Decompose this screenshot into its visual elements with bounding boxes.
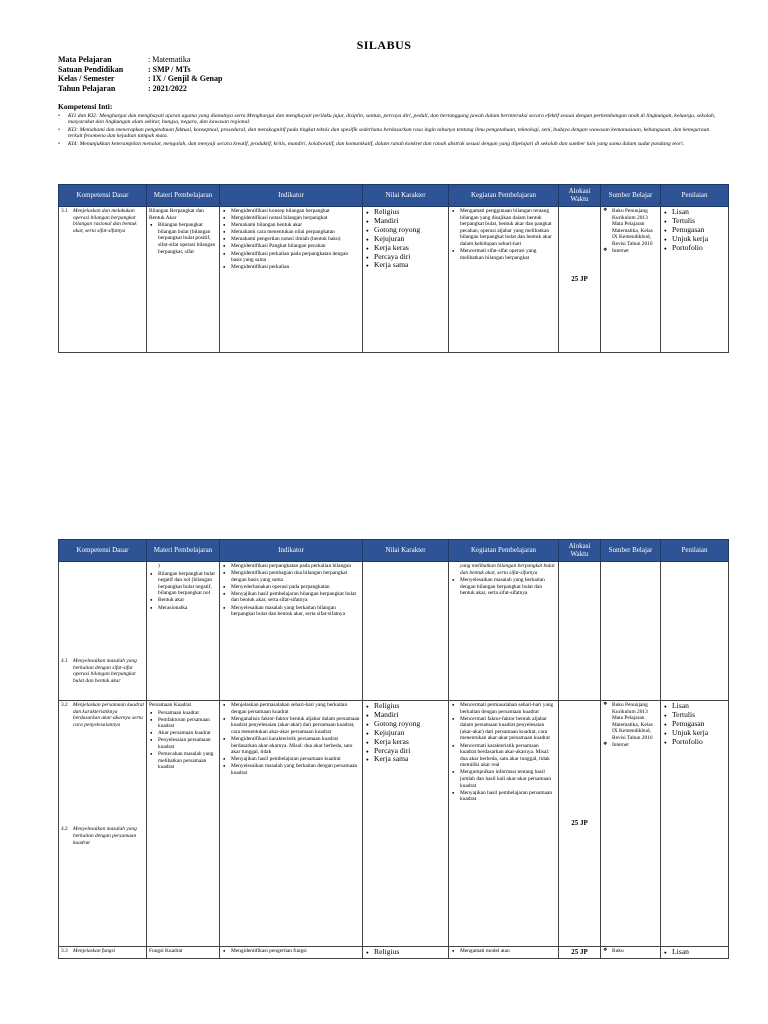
bullet-icon: •: [58, 140, 60, 147]
meta-label: Satuan Pendidikan: [58, 64, 124, 74]
list-item: ● Memahami cara menentukan nilai perpangkatan: [231, 229, 360, 236]
header-nilai-karakter: Nilai Karakter: [363, 540, 449, 562]
materi-list: [149, 571, 217, 612]
list-item: ● Menyajikan hasil pembelajaran persamaan kuadrat: [231, 756, 360, 763]
list-item: ● Pemecahan masalah yang melibatkan persamaan kuadrat: [158, 751, 217, 771]
header-alokasi: Alokasi Waktu: [559, 185, 601, 207]
list-item: ❖ Buku: [612, 948, 658, 955]
list-item: ● Lisan: [672, 702, 726, 710]
meta-row: [58, 74, 222, 84]
list-item: ❖ Buku Penunjang Kurikulum 2013 Mata Pelajaran Matematika, Kelas IX Kemendikbud, Revisi Tahun 2016: [612, 702, 658, 742]
penilaian-list: [663, 702, 726, 746]
header-nilai-karakter: Nilai Karakter: [363, 185, 449, 207]
list-item: ● Kejujuran: [374, 235, 446, 243]
ki-item: [58, 141, 722, 148]
list-item: ● Unjuk kerja: [672, 729, 726, 737]
list-item: ❖ Internet: [612, 742, 658, 749]
meta-label: Kelas / Semester: [58, 74, 115, 84]
list-item: ● Mengidentifikasi pengertian fungsi: [231, 948, 360, 955]
list-item: ❖ Buku Penunjang Kurikulum 2013 Mata Pelajaran Matematika, Kelas IX Kemendikbud, Revisi Tahun 2016: [612, 208, 658, 248]
list-item: ● Memahami bilangan bentuk akar: [231, 222, 360, 229]
list-item: ● Penugasan: [672, 226, 726, 234]
list-item: ● Mengamati penggunaan bilangan tentang bilangan yang disajikan dalam bentuk berpangkat bulat, bentuk akar dan pangkat pecahan, operasi aljabar yang melibatkan bilangan berpangkat bulat dan bentuk akar dalam kehidupan sehari-hari: [460, 208, 556, 248]
document-meta: [58, 55, 222, 93]
indikator-cell: [220, 701, 363, 947]
kd-cell: [59, 207, 147, 353]
list-item: ● Pemfaktoran persamaan kuadrat: [158, 717, 217, 730]
ki-item: [58, 127, 722, 140]
materi-cell: [147, 207, 220, 353]
list-item: ● Mengidentifikasi pembagian dua bilangan berpangkat dengan basis yang sama: [231, 570, 360, 583]
list-item: ● Bentuk akar: [158, 597, 217, 604]
table-header-row: [59, 185, 729, 207]
list-item: ● Kerja keras: [374, 738, 446, 746]
list-item: ● Mencermati sifat-sifat operasi yang melibatkan bilangan berpangkat: [460, 248, 556, 261]
penilaian-cell: [661, 562, 729, 701]
list-item: ● Tertulis: [672, 217, 726, 225]
indikator-cell: [220, 562, 363, 701]
table-row: [59, 207, 729, 353]
list-item: ● Akar persamaan kuadrat: [158, 730, 217, 737]
list-item: ● Lisan: [672, 948, 726, 956]
nilai-cell: [363, 207, 449, 353]
indikator-list: [222, 563, 360, 618]
sumber-cell: [601, 701, 661, 947]
ki-text: KI1 dan KI2: Menghargai dan menghayati ajaran agama yang dianutnya serta Menghargai dan menghayati perilaku jujur, disiplin, santun, percaya diri, peduli, dan bertanggung jawab dalam berinteraksi secara efektif sesuai dengan perkembangan anak di lingkungan, keluarga, sekolah, masyarakat dan lingkungan alam sekitar, bangsa, negara, dan kawasan regional.: [68, 112, 716, 126]
list-item: ● Mencermati permasalahan sehari-hari yang berkaitan dengan persamaan kuadrat: [460, 702, 556, 715]
table-row: [59, 562, 729, 701]
list-item: ● Mengidentifikasi karakteristik persamaan kuadrat berdasarkan akar-akarnya. Misal: dua akar berbeda, satu akar tunggal, tidak: [231, 736, 360, 756]
meta-value: : SMP / MTs: [148, 64, 191, 74]
kd-text: Menjelaskan persamaan kuadrat dan karakteristiknya berdasarkan akar-akarnya serta cara penyelesaiannya: [73, 702, 144, 728]
alokasi-cell: 25 JP: [559, 947, 601, 959]
list-item: ● Kerja sama: [374, 261, 446, 269]
kd-text: Menjelaskan dan melakukan operasi bilangan berpangkat bilangan rasional dan bentuk akar, serta sifat-sifatnya: [73, 208, 137, 234]
header-materi: Materi Pembelajaran: [147, 540, 220, 562]
list-item: ● Mengidentifikasi perkalian: [231, 264, 360, 271]
nilai-cell: [363, 701, 449, 947]
header-penilaian: Penilaian: [661, 185, 729, 207]
list-item: ● Menyederhanakan operasi pada perpangkatan: [231, 584, 360, 591]
materi-heading: Persamaan Kuadrat: [149, 702, 192, 708]
list-item: ● Penugasan: [672, 720, 726, 728]
alokasi-cell: [559, 562, 601, 701]
bullet-icon: •: [58, 126, 60, 133]
ki-list: [58, 113, 722, 148]
list-item: ● Menganalisis faktor-faktor bentuk aljabar dalam persamaan kuadrat penyelesaian (akar-akar) dari persamaan kuadrat, cara menentukan akar-akar persamaan kuadrat: [231, 716, 360, 736]
list-item: ● Merasionalka: [158, 605, 217, 612]
kd-cell: [59, 701, 147, 947]
kegiatan-cell: [449, 701, 559, 947]
list-item: ● Menyajikan hasil pembelajaran persamaan kuadrat: [460, 790, 556, 803]
kegiatan-list: [451, 577, 556, 597]
meta-row: [58, 65, 222, 75]
header-indikator: Indikator: [220, 185, 363, 207]
list-item: ● Portofolio: [672, 244, 726, 252]
list-item: ● Religius: [374, 948, 446, 956]
kegiatan-cell: [449, 562, 559, 701]
header-kegiatan: Kegiatan Pembelajaran: [449, 185, 559, 207]
syllabus-table-2: [58, 539, 729, 959]
list-item: ● Kejujuran: [374, 729, 446, 737]
kd-number: 4.2: [61, 826, 68, 833]
syllabus-table-1: [58, 184, 729, 353]
materi-heading: Bilangan Berpangkat dan Bentuk Akar: [149, 208, 204, 221]
list-item: ● Menyelesaikan masalah yang berkaitan dengan bilangan berpangkat bulat dan bentuk akar, serta sifat-sifatnya: [460, 577, 556, 597]
list-item: ● Kerja keras: [374, 244, 446, 252]
header-alokasi: Alokasi Waktu: [559, 540, 601, 562]
header-kegiatan: Kegiatan Pembelajaran: [449, 540, 559, 562]
ki-item: [58, 113, 722, 126]
kd-number: 3.1: [61, 208, 68, 214]
kd-cell: [59, 947, 147, 959]
table-row: [59, 947, 729, 959]
meta-label: Tahun Pelajaran: [58, 83, 116, 93]
kd-text: Menjelaskan fungsi: [73, 948, 116, 954]
meta-row: [58, 55, 222, 65]
materi-cell: [147, 562, 220, 701]
kegiatan-cell: [449, 207, 559, 353]
sumber-cell: [601, 562, 661, 701]
list-item: ● Mengidentifikasi perkalian pada perpangkatan dengan basis yang sama: [231, 251, 360, 264]
alokasi-cell: 25 JP: [559, 207, 601, 353]
list-item: ● Mengamati model atau: [460, 948, 556, 955]
indikator-list-2: [222, 756, 360, 776]
materi-cell: Fungsi Kuadrat: [147, 947, 220, 959]
kompetensi-inti: [58, 104, 722, 149]
list-item: ● Portofolio: [672, 738, 726, 746]
list-item: ● Menyajikan hasil pembelajaran bilangan berpangkat bulat dan bentuk akar, serta sifat-sifatnya: [231, 591, 360, 604]
nilai-list: [365, 208, 446, 270]
header-indikator: Indikator: [220, 540, 363, 562]
list-item: ● Mengidentifikasi perpangkatan pada perkalian bilangan: [231, 563, 360, 570]
bullet-icon: •: [58, 112, 60, 119]
penilaian-cell: [661, 947, 729, 959]
penilaian-list: [663, 208, 726, 252]
alokasi-cell: 25 JP: [559, 701, 601, 947]
indikator-list: [222, 702, 360, 756]
page-title: SILABUS: [356, 38, 412, 52]
list-item: ● Kerja sama: [374, 755, 446, 763]
list-item: ● Persamaan kuadrat: [158, 710, 217, 717]
list-item: ● Mandiri: [374, 711, 446, 719]
list-item: ● Bilangan berpangkat bulat negatif dan nol (bilangan berpangkat bulat negatif, bilangan berpangkat nol: [158, 571, 217, 597]
penilaian-cell: [661, 701, 729, 947]
kd-cell: [59, 562, 147, 701]
meta-value: : 2021/2022: [148, 83, 187, 93]
list-item: ● Religius: [374, 702, 446, 710]
kd-number: 4.1: [61, 658, 68, 664]
list-item: ● Mencermati karakteristik persamaan kuadrat berdasarkan akar-akarnya. Misal: dua akar berbeda, satu akar tunggal, tidak memiliki akar real: [460, 743, 556, 769]
materi-list: [149, 710, 217, 751]
kegiatan-cell: [449, 947, 559, 959]
sumber-list: [603, 208, 658, 255]
nilai-list: [365, 702, 446, 764]
nilai-cell: [363, 562, 449, 701]
list-item: ● Percaya diri: [374, 747, 446, 755]
sumber-list: [603, 702, 658, 749]
list-item: ● Mengidentifikasi konsep bilangan berpangkat: [231, 208, 360, 215]
list-item: ● Memahami pengertian notasi ilmiah (bentuk baku): [231, 236, 360, 243]
list-item: ● Unjuk kerja: [672, 235, 726, 243]
kd-number: 3.3: [61, 948, 68, 954]
header-sumber: Sumber Belajar: [601, 540, 661, 562]
materi-list: [149, 222, 217, 255]
indikator-list: [222, 208, 360, 271]
ki-text: KI3: Memahami dan menerapkan pengetahuan faktual, konseptual, prosedural, dan metakognitif pada tingkat teknis dan spesifik sederhana berdasarkan rasa ingin tahunya tentang ilmu pengetahuan, teknologi, seni, budaya dengan wawasan kemanusiaan, kebangsaan, dan kenegaraan terkait fenomena dan kejadian tampak mata.: [68, 126, 710, 140]
header-kompetensi-dasar: Kompetensi Dasar: [59, 540, 147, 562]
header-kompetensi-dasar: Kompetensi Dasar: [59, 185, 147, 207]
list-item: ❖ Internet: [612, 248, 658, 255]
indikator-cell: [220, 207, 363, 353]
header-materi: Materi Pembelajaran: [147, 185, 220, 207]
list-item: ● Mengidentifikasi Pangkat bilangan pecahan: [231, 243, 360, 250]
materi-continuation: ): [158, 563, 160, 569]
meta-row: [58, 84, 222, 94]
materi-cell: [147, 701, 220, 947]
list-item: ● Religius: [374, 208, 446, 216]
list-item: ● Mengidentifikasi notasi bilangan berpangkat: [231, 215, 360, 222]
list-item: ● Gotong royong: [374, 720, 446, 728]
kegiatan-continuation: yang melibatkan bilangan berpangkat bulat dan bentuk akar, serta sifat-sifatnya: [460, 563, 555, 576]
kd-text: Menyelesaikan masalah yang berkaitan dengan sifat-sifat operasi bilangan berpangkat bulat dan bentuk akar: [73, 658, 137, 684]
table-row: [59, 701, 729, 947]
list-item: ● Mengumpulkan informasi tentang hasil jumlah dan hasil kali akar-akar persamaan kuadrat: [460, 769, 556, 789]
kd-number: 3.2: [61, 702, 68, 708]
list-item: ● Menyelesaikan masalah yang berkaitan dengan persamaan kuadrat: [231, 763, 360, 776]
kegiatan-list: [451, 702, 556, 803]
list-item: ● Bilangan berpangkat bilangan bulat (bilangan berpangkat bulat positif, sifat-sifat operasi bilangan berpangkat, sifat: [158, 222, 217, 255]
list-item: ● Penyelesaian persamaan kuadrat: [158, 737, 217, 750]
list-item: ● Gotong royong: [374, 226, 446, 234]
ki-heading: Kompetensi Inti:: [58, 102, 113, 111]
table-header-row: [59, 540, 729, 562]
list-item: ● Menyelesaikan masalah yang berkaitan bilangan berpangkat bulat dan bentuk akar, serta sifat-sifatnya: [231, 605, 360, 618]
header-sumber: Sumber Belajar: [601, 185, 661, 207]
kegiatan-list: [451, 208, 556, 261]
list-item: ● Mencermati faktor-faktor bentuk aljabar dalam persamaan kuadrat penyelesaian (akar-akar) dari persamaan kuadrat, cara menentukan akar-akar persamaan kuadrat: [460, 716, 556, 742]
list-item: ● Percaya diri: [374, 253, 446, 261]
materi-list-2: [149, 751, 217, 771]
ki-text: KI4: Menunjukkan keterampilan menalar, mengolah, dan menyaji secara kreatif, produktif, kritis, mandiri, kolaboratif, dan komunikatif, dalam ranah konkret dan ranah abstrak sesuai dengan yang dipelajari di sekolah dan sumber lain yang sama dalam sudut pandang teori.: [68, 140, 685, 147]
kd-text: Menyelesaikan masalah yang berkaitan dengan persamaan kuadrat: [73, 826, 137, 846]
list-item: ● Lisan: [672, 208, 726, 216]
indikator-cell: [220, 947, 363, 959]
header-penilaian: Penilaian: [661, 540, 729, 562]
sumber-cell: [601, 947, 661, 959]
meta-value: : IX / Genjil & Genap: [148, 74, 223, 84]
nilai-cell: [363, 947, 449, 959]
list-item: ● Mandiri: [374, 217, 446, 225]
meta-value: : Matematika: [148, 55, 191, 64]
list-item: ● Menjelaskan permasalahan sehari-hari yang berkaitan dengan persamaan kuadrat: [231, 702, 360, 715]
penilaian-cell: [661, 207, 729, 353]
sumber-cell: [601, 207, 661, 353]
meta-label: Mata Pelajaran: [58, 55, 112, 64]
list-item: ● Tertulis: [672, 711, 726, 719]
